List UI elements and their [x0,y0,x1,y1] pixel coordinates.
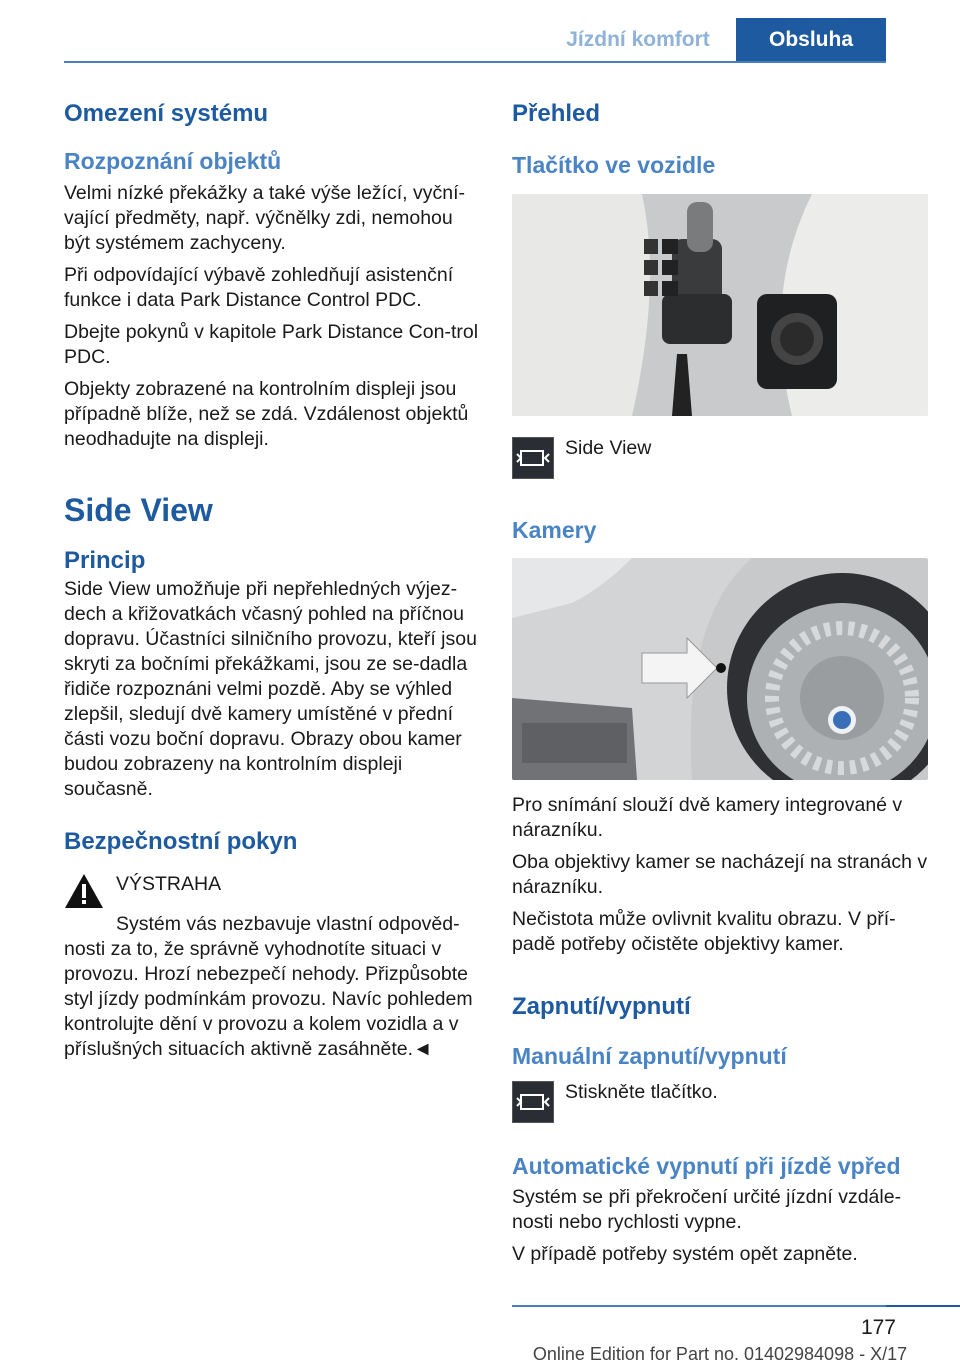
paragraph-switch-on-again: V případě potřeby systém opět zapněte. [512,1243,858,1265]
paragraph-distance-warning: Objekty zobrazené na kontrolním displeji jsou případně blíže, než se zdá. Vzdálenost objektů neodhadujte na displeji. [64,378,469,450]
heading-manual-on-off: Manuální zapnutí/vypnutí [512,1043,787,1069]
bumper-camera-photo [512,558,928,780]
heading-object-detection: Rozpoznání objektů [64,148,282,174]
side-view-button-icon[interactable] [512,1081,554,1123]
heading-auto-off: Automatické vypnutí při jízdě vpřed [512,1153,901,1179]
warning-title: VÝSTRAHA [116,873,222,895]
header-divider [64,61,886,63]
heading-principle: Princip [64,547,146,574]
warning-block [64,866,480,910]
heading-overview: Přehled [512,100,601,127]
page-number: 177 [860,1316,896,1339]
paragraph-low-obstacles: Velmi nízké překážky a také výše ležící, vyční-vající předměty, např. výčnělky zdi, nemohou být systémem zachyceny. [64,182,465,254]
paragraph-pdc-chapter: Dbejte pokynů v kapitole Park Distance Con-trol PDC. [64,321,479,368]
heading-vehicle-button: Tlačítko ve vozidle [512,152,716,178]
header-chapter-tab: Obsluha [736,18,886,62]
side-view-button-row [512,434,928,479]
center-console-photo [512,194,928,416]
press-button-row [512,1078,928,1123]
right-column [512,100,928,1267]
paragraph-cameras-integrated: Pro snímání slouží dvě kamery integrované v nárazníku. [512,794,903,841]
heading-on-off: Zapnutí/vypnutí [512,993,691,1020]
heading-safety-note: Bezpečnostní pokyn [64,828,298,855]
side-view-button-label: Side View [565,437,652,459]
paragraph-camera-cleaning: Nečistota může ovlivnit kvalitu obrazu. V pří-padě potřeby očistěte objektivy kamer. [512,908,896,955]
heading-cameras: Kamery [512,517,597,543]
heading-side-view: Side View [64,492,213,528]
footer-edition: Online Edition for Part no. 01402984098 - X/17 [532,1344,908,1364]
header-section-tab: Jízdní komfort [566,28,710,51]
paragraph-pdc-data: Při odpovídající výbavě zohledňují asistenční funkce i data Park Distance Control PDC. [64,264,454,311]
paragraph-camera-lenses: Oba objektivy kamer se nacházejí na stranách v nárazníku. [512,851,928,898]
footer-divider [512,1305,886,1307]
footer-divider-accent [886,1305,960,1307]
heading-system-limits: Omezení systému [64,100,269,127]
paragraph-auto-off: Systém se při překročení určité jízdní vzdále-nosti nebo rychlosti vypne. [512,1186,902,1233]
paragraph-principle: Side View umožňuje při nepřehledných výjez-dech a křižovatkách včasný pohled na příčnou dopravu. Účastníci silničního provozu, kteří jsou skryti za bočními překážkami, jsou ze se-dadla řidiče rozpoznáni velmi pozdě. Aby se výhled zlepšil, sledují dvě kamery umístěné v přední části vozu boční dopravu. Obrazy obou kamer budou zobrazeny na kontrolním displeji současně. [64,578,477,800]
warning-text: Systém vás nezbavuje vlastní odpověd-nosti za to, že správně vyhodnotíte situaci v provozu. Hrozí nebezpečí nehody. Přizpůsobte styl jízdy podmínkám provozu. Navíc pohledem kontrolujte dění v provozu a kolem vozidla a v příslušných situacích aktivně zasáhněte.◄ [64,913,473,1060]
press-button-label: Stiskněte tlačítko. [565,1081,718,1103]
warning-triangle-icon [64,872,104,910]
side-view-button-icon[interactable] [512,437,554,479]
left-column [64,100,480,1062]
